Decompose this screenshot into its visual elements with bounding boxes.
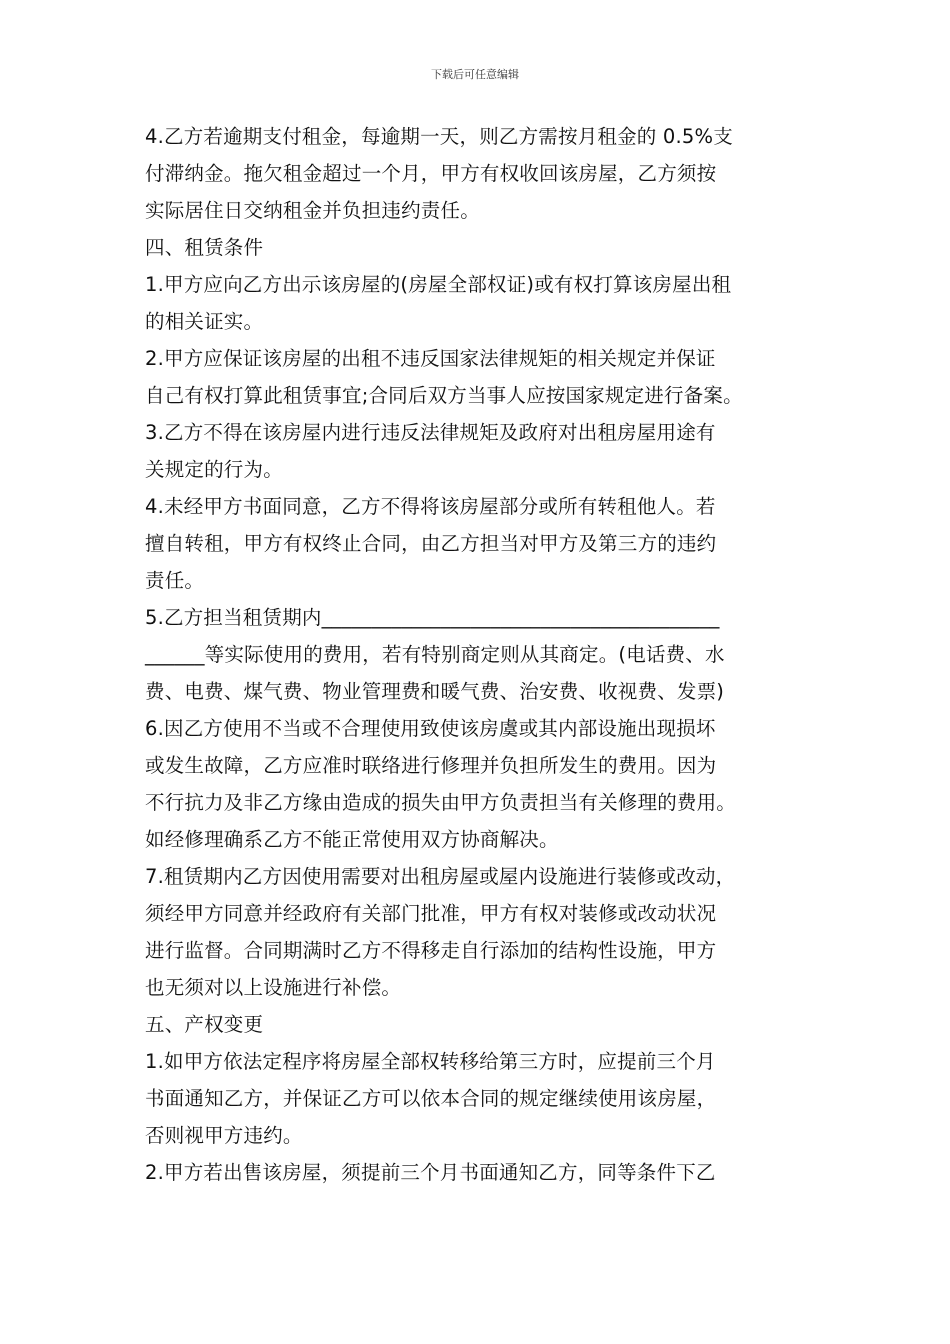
text-line: 须经甲方同意并经政府有关部门批准，甲方有权对装修或改动状况 [145,902,717,925]
section-heading: 五、产权变更 [145,1013,264,1036]
text-line: 4.乙方若逾期支付租金，每逾期一天，则乙方需按月租金的 0.5%支 [145,125,733,148]
text-line: 关规定的行为。 [145,458,283,481]
text-line: 付滞纳金。拖欠租金超过一个月，甲方有权收回该房屋，乙方须按 [145,162,717,185]
text-line: 或发生故障，乙方应准时联络进行修理并负担所发生的费用。因为 [145,754,717,777]
text-line: 7.租赁期内乙方因使用需要对出租房屋或屋内设施进行装修或改动， [145,865,736,888]
text-line: 也无须对以上设施进行补偿。 [145,976,402,999]
text-line: 的相关证实。 [145,310,264,333]
text-line: 1.如甲方依法定程序将房屋全部权转移给第三方时，应提前三个月 [145,1050,716,1073]
text-line: 2.甲方应保证该房屋的出租不违反国家法律规矩的相关规定并保证 [145,347,716,370]
text-line: 书面通知乙方，并保证乙方可以依本合同的规定继续使用该房屋， [145,1087,717,1110]
text-line: 自己有权打算此租赁事宜;合同后双方当事人应按国家规定进行备案。 [145,384,743,407]
document-body [145,118,815,1191]
page-header-note: 下载后可任意编辑 [431,68,519,81]
text-line: 实际居住日交纳租金并负担违约责任。 [145,199,480,222]
text-line: ______等实际使用的费用，若有特别商定则从其商定。(电话费、水 [145,643,725,666]
text-line: 1.甲方应向乙方出示该房屋的(房屋全部权证)或有权打算该房屋出租 [145,273,732,296]
text-line: 6.因乙方使用不当或不合理使用致使该房虞或其内部设施出现损坏 [145,717,716,740]
text-line: 不行抗力及非乙方缘由造成的损失由甲方负责担当有关修理的费用。 [145,791,737,814]
text-line: 4.未经甲方书面同意，乙方不得将该房屋部分或所有转租他人。若 [145,495,716,518]
text-line: 5.乙方担当租赁期内________________________________________ [145,606,720,629]
text-line: 否则视甲方违约。 [145,1124,303,1147]
text-line: 费、电费、煤气费、物业管理费和暖气费、治安费、收视费、发票) [145,680,725,703]
text-line: 擅自转租，甲方有权终止合同，由乙方担当对甲方及第三方的违约 [145,532,717,555]
text-line: 如经修理确系乙方不能正常使用双方协商解决。 [145,828,559,851]
section-heading: 四、租赁条件 [145,236,264,259]
text-line: 责任。 [145,569,205,592]
text-line: 进行监督。合同期满时乙方不得移走自行添加的结构性设施，甲方 [145,939,717,962]
text-line: 3.乙方不得在该房屋内进行违反法律规矩及政府对出租房屋用途有 [145,421,716,444]
text-line: 2.甲方若出售该房屋，须提前三个月书面通知乙方，同等条件下乙 [145,1161,716,1184]
